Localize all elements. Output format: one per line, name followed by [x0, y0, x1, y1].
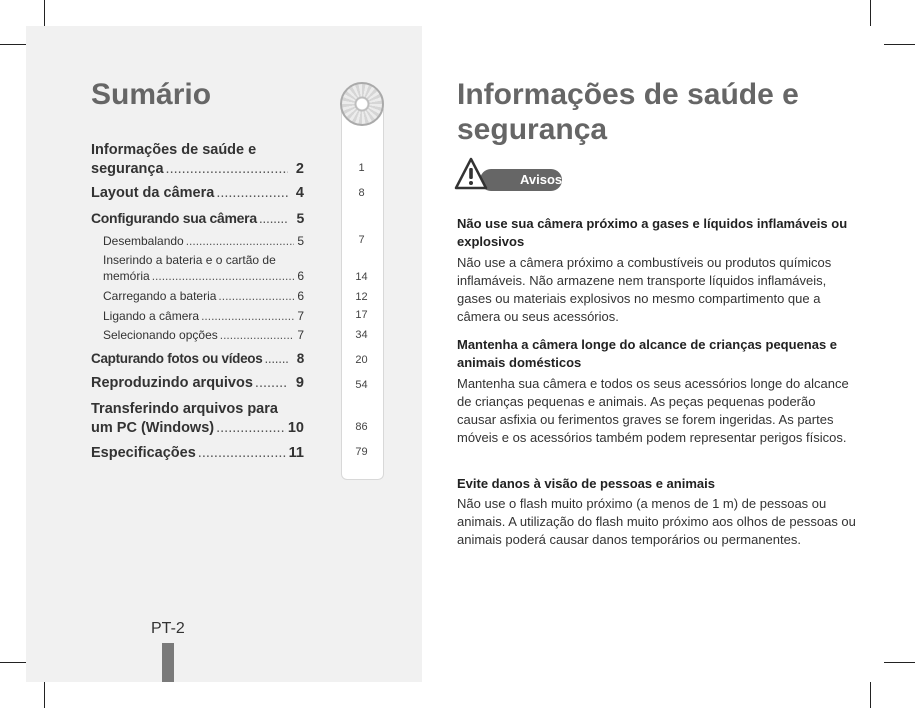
toc-entry-label: um PC (Windows): [91, 420, 215, 436]
column-number: 8: [358, 187, 365, 199]
toc-page-number: 4: [295, 185, 304, 201]
toc-entry-label: Especificações: [91, 445, 196, 461]
toc-entry[interactable]: [103, 288, 304, 304]
page-tab-bar: [162, 643, 174, 682]
page-number-label: PT-2: [151, 620, 185, 637]
column-number: 20: [355, 354, 368, 366]
toc-entry[interactable]: [91, 209, 304, 228]
section-body: Mantenha sua câmera e todos os seus acessórios longe do alcance de crianças pequenas e animais. As peças pequenas poderão causar asfixia ou ferimentos graves se forem ingeridas. As partes móveis e os acessórios também podem representar perigos físicos.: [457, 376, 849, 445]
toc-entry[interactable]: [91, 400, 304, 438]
toc-entry-label: Selecionando opções: [103, 328, 218, 342]
toc-entry[interactable]: [91, 349, 304, 368]
toc-entry-label: Informações de saúde e: [91, 142, 257, 158]
toc-entry[interactable]: [103, 233, 304, 249]
crop-mark: [883, 662, 915, 663]
section-body: Não use o flash muito próximo (a menos de 1 m) de pessoas ou animais. A utilização do flash muito próximo aos olhos de pessoas ou animais poderá causar danos temporários ou permanentes.: [457, 496, 856, 547]
toc-page-number: 6: [297, 269, 304, 283]
column-number: 54: [355, 379, 368, 391]
column-number: 17: [355, 309, 368, 321]
column-number: 1: [358, 162, 365, 174]
toc-entry-label: Layout da câmera: [91, 185, 215, 201]
toc-page-number: 5: [296, 210, 304, 226]
toc-entry-label: memória: [103, 269, 150, 283]
column-number: 14: [355, 271, 368, 283]
column-number: 79: [355, 446, 368, 458]
toc-page-number: 8: [296, 351, 304, 366]
toc-entry[interactable]: [91, 444, 304, 463]
section-heading: Evite danos à visão de pessoas e animais: [457, 476, 715, 491]
toc-entry-label: Carregando a bateria: [103, 289, 217, 303]
toc-entry[interactable]: [91, 141, 304, 179]
section-title: Informações de saúde e segurança: [457, 78, 799, 146]
toc-entry-label: segurança: [91, 161, 164, 177]
toc-title: Sumário: [91, 78, 212, 111]
toc-page-number: 9: [295, 375, 304, 391]
safety-page: [422, 26, 884, 682]
section-heading: Mantenha a câmera longe do alcance de crianças pequenas e animais domésticos: [457, 337, 838, 370]
toc-entry-label: Capturando fotos ou vídeos: [91, 351, 263, 366]
toc-entry[interactable]: [91, 374, 304, 393]
toc-entry-label: Transferindo arquivos para: [91, 401, 278, 417]
toc-page-number: 10: [287, 420, 304, 436]
toc-entry-label: Ligando a câmera: [103, 309, 200, 323]
toc-page-number: 7: [297, 328, 304, 342]
toc-page-number: 5: [297, 234, 304, 248]
section-heading: Não use sua câmera próximo a gases e líquidos inflamáveis ou explosivos: [457, 216, 848, 249]
column-number: 12: [355, 291, 368, 303]
toc-entry[interactable]: [103, 252, 304, 284]
warning-label: Avisos: [520, 172, 563, 187]
section-body: Não use a câmera próximo a combustíveis ou produtos químicos inflamáveis. Não armazene nem transporte líquidos inflamáveis, gases ou materiais explosivos no mesmo compartimento que a câmera ou seus acessórios.: [457, 255, 832, 324]
toc-entry[interactable]: [103, 327, 304, 343]
crop-mark: [883, 44, 915, 45]
warning-badge: [454, 157, 563, 195]
toc-page-number: 11: [288, 445, 304, 461]
toc-entry-label: Configurando sua câmera: [91, 210, 257, 226]
column-number: 7: [358, 234, 365, 246]
toc-page: [26, 26, 422, 682]
toc-entry[interactable]: [103, 308, 304, 324]
cd-disc-icon: [340, 82, 384, 126]
column-number: 34: [355, 329, 368, 341]
toc-page-number: 7: [297, 309, 304, 323]
toc-entry-label: Desembalando: [103, 234, 184, 248]
toc-entry-label: Inserindo a bateria e o cartão de: [103, 253, 276, 267]
toc-entry[interactable]: [91, 184, 304, 203]
warning-pill: [480, 169, 562, 191]
toc-page-number: 2: [295, 161, 304, 177]
warning-triangle-icon: [454, 157, 488, 191]
toc-page-number: 6: [297, 289, 304, 303]
toc-entry-label: Reproduzindo arquivos: [91, 375, 253, 391]
column-number: 86: [355, 421, 368, 433]
